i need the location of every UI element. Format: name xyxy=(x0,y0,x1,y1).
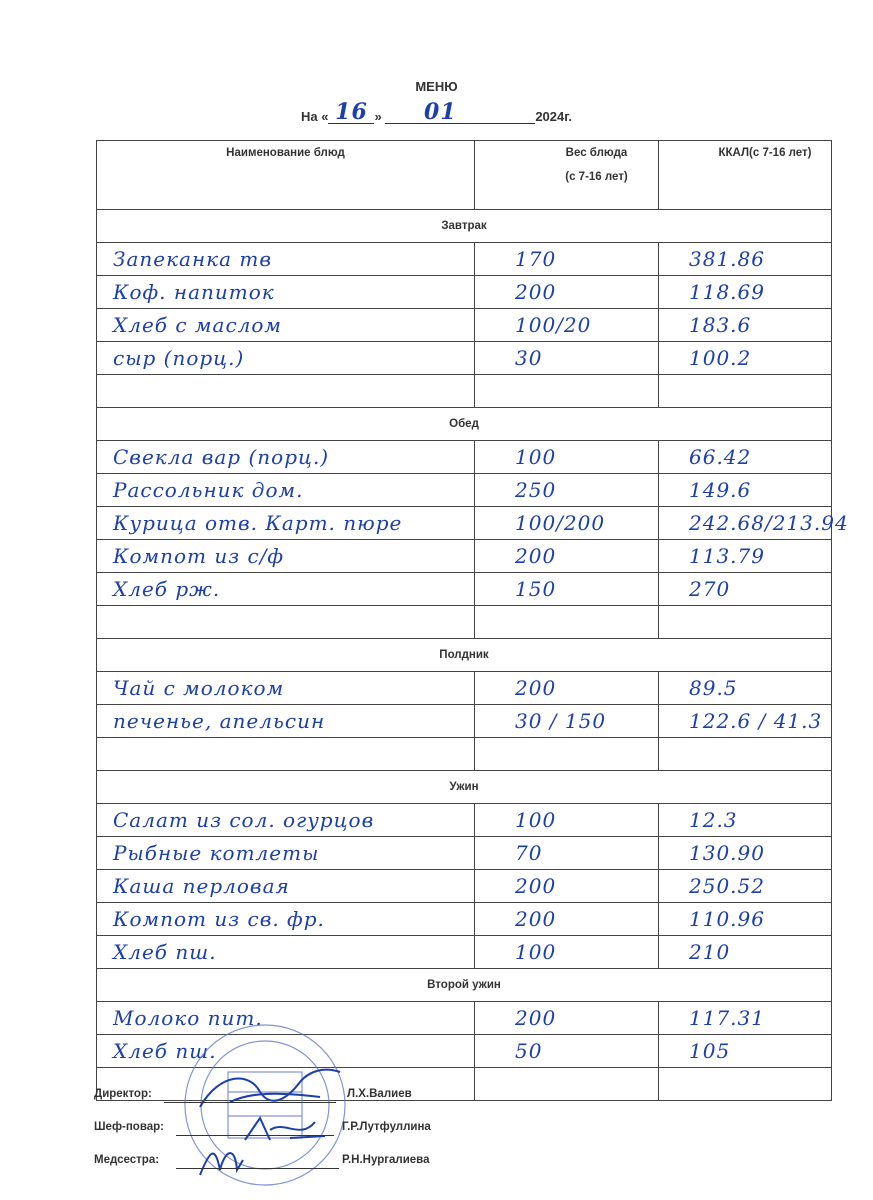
dish-weight: 200 xyxy=(515,280,557,304)
dish-kcal: 149.6 xyxy=(689,478,752,502)
dish-kcal: 250.52 xyxy=(689,874,765,898)
dish-kcal-cell xyxy=(659,1002,832,1035)
dish-kcal-cell xyxy=(659,903,832,936)
dish-weight-cell xyxy=(475,507,659,540)
dish-weight-cell xyxy=(475,276,659,309)
menu-item-row xyxy=(97,276,832,309)
menu-item-row xyxy=(97,342,832,375)
dish-kcal-cell xyxy=(659,1035,832,1068)
dish-kcal-cell xyxy=(659,804,832,837)
date-line xyxy=(0,99,873,125)
dish-name: Хлеб пш. xyxy=(113,1039,217,1063)
section-title: Полдник xyxy=(97,639,832,672)
chef-line xyxy=(176,1121,334,1136)
dish-name: Хлеб рж. xyxy=(113,577,221,601)
dish-name: Компот из с/ф xyxy=(113,544,285,568)
month-blank xyxy=(385,99,535,125)
dish-name: Запеканка тв xyxy=(113,247,272,271)
column-header-weight: Вес блюда (с 7-16 лет) xyxy=(475,141,659,210)
section-row xyxy=(97,969,832,1002)
director-name: Л.Х.Валиев xyxy=(347,1088,412,1100)
dish-name-cell xyxy=(97,375,475,408)
nurse-line xyxy=(176,1154,339,1169)
year-value: 2024 xyxy=(535,109,565,124)
dish-kcal-cell xyxy=(659,1068,832,1101)
dish-kcal: 270 xyxy=(689,577,731,601)
dish-name: Хлеб пш. xyxy=(113,940,217,964)
dish-kcal-cell xyxy=(659,936,832,969)
dish-weight-cell xyxy=(475,936,659,969)
section-title: Второй ужин xyxy=(97,969,832,1002)
dish-name-cell xyxy=(97,837,475,870)
dish-name-cell xyxy=(97,903,475,936)
menu-item-row xyxy=(97,672,832,705)
dish-weight-cell xyxy=(475,540,659,573)
dish-name: Коф. напиток xyxy=(113,280,275,304)
dish-kcal-cell xyxy=(659,342,832,375)
menu-item-row xyxy=(97,870,832,903)
menu-item-row xyxy=(97,540,832,573)
dish-weight-cell xyxy=(475,1002,659,1035)
dish-name-cell xyxy=(97,870,475,903)
dish-weight: 100/20 xyxy=(515,313,592,337)
dish-weight: 100/200 xyxy=(515,511,606,535)
dish-weight-cell xyxy=(475,243,659,276)
date-prefix: На « xyxy=(301,109,329,124)
dish-weight-cell xyxy=(475,837,659,870)
month-value: 01 xyxy=(424,99,457,125)
dish-name-cell xyxy=(97,804,475,837)
dish-name: Молоко пит. xyxy=(113,1006,263,1030)
dish-name-cell xyxy=(97,606,475,639)
dish-name-cell xyxy=(97,309,475,342)
nurse-label: Медсестра: xyxy=(94,1154,160,1166)
menu-item-row xyxy=(97,375,832,408)
dish-kcal-cell xyxy=(659,507,849,540)
dish-weight-cell xyxy=(475,474,659,507)
dish-kcal-cell xyxy=(659,474,832,507)
dish-weight: 70 xyxy=(515,841,543,865)
section-row xyxy=(97,210,832,243)
dish-name: Курица отв. Карт. пюре xyxy=(113,511,403,535)
dish-kcal-cell xyxy=(659,276,832,309)
dish-kcal-cell xyxy=(659,375,832,408)
menu-body xyxy=(97,210,849,1101)
dish-name-cell xyxy=(97,243,475,276)
dish-weight: 200 xyxy=(515,1006,557,1030)
dish-weight: 100 xyxy=(515,940,557,964)
menu-item-row xyxy=(97,309,832,342)
dish-kcal-cell xyxy=(659,705,832,738)
table-header-row xyxy=(97,141,832,210)
dish-name-cell xyxy=(97,441,475,474)
dish-kcal: 110.96 xyxy=(689,907,765,931)
dish-weight-cell xyxy=(475,573,659,606)
dish-weight: 200 xyxy=(515,676,557,700)
dish-weight: 30 xyxy=(515,346,543,370)
dish-kcal-cell xyxy=(659,441,832,474)
menu-item-row xyxy=(97,936,832,969)
section-row xyxy=(97,408,832,441)
dish-weight-cell xyxy=(475,606,659,639)
column-header-name: Наименование блюд xyxy=(97,141,475,210)
dish-name: Рыбные котлеты xyxy=(113,841,320,865)
menu-item-row xyxy=(97,573,832,606)
dish-name-cell xyxy=(97,540,475,573)
dish-weight-cell xyxy=(475,738,659,771)
menu-item-row xyxy=(97,507,832,540)
dish-kcal: 66.42 xyxy=(689,445,752,469)
dish-name-cell xyxy=(97,672,475,705)
dish-weight-cell xyxy=(475,870,659,903)
chef-name: Г.Р.Лутфуллина xyxy=(342,1121,431,1133)
dish-kcal: 130.90 xyxy=(689,841,765,865)
day-value: 16 xyxy=(335,99,368,125)
dish-name: Свекла вар (порц.) xyxy=(113,445,330,469)
dish-kcal: 118.69 xyxy=(689,280,765,304)
dish-kcal: 242.68/213.94 xyxy=(689,511,849,535)
dish-name: Салат из сол. огурцов xyxy=(113,808,375,832)
dish-name: печенье, апельсин xyxy=(113,709,326,733)
dish-kcal: 12.3 xyxy=(689,808,738,832)
dish-name-cell xyxy=(97,276,475,309)
dish-weight: 250 xyxy=(515,478,557,502)
menu-item-row xyxy=(97,837,832,870)
dish-name-cell xyxy=(97,573,475,606)
dish-name: Хлеб с маслом xyxy=(113,313,282,337)
dish-weight: 100 xyxy=(515,445,557,469)
dish-weight: 150 xyxy=(515,577,557,601)
menu-item-row xyxy=(97,738,832,771)
dish-weight-cell xyxy=(475,672,659,705)
dish-kcal: 183.6 xyxy=(689,313,752,337)
dish-weight-cell xyxy=(475,309,659,342)
nurse-name: Р.Н.Нургалиева xyxy=(342,1154,430,1166)
director-row xyxy=(94,1088,594,1100)
menu-item-row xyxy=(97,804,832,837)
dish-weight-cell xyxy=(475,342,659,375)
menu-item-row xyxy=(97,243,832,276)
menu-item-row xyxy=(97,441,832,474)
section-title: Обед xyxy=(97,408,832,441)
director-label: Директор: xyxy=(94,1088,152,1100)
dish-kcal-cell xyxy=(659,837,832,870)
menu-item-row xyxy=(97,903,832,936)
dish-weight: 200 xyxy=(515,907,557,931)
dish-kcal: 117.31 xyxy=(689,1006,765,1030)
dish-name: Чай с молоком xyxy=(113,676,285,700)
date-quote-close: » xyxy=(374,109,382,124)
dish-kcal: 113.79 xyxy=(689,544,765,568)
dish-name-cell xyxy=(97,936,475,969)
menu-item-row xyxy=(97,474,832,507)
section-title: Завтрак xyxy=(97,210,832,243)
menu-item-row xyxy=(97,705,832,738)
dish-kcal: 89.5 xyxy=(689,676,738,700)
dish-weight: 100 xyxy=(515,808,557,832)
chef-row xyxy=(94,1121,594,1133)
dish-kcal: 122.6 / 41.3 xyxy=(689,709,823,733)
dish-name: Каша перловая xyxy=(113,874,290,898)
dish-weight-cell xyxy=(475,1035,659,1068)
dish-weight-cell xyxy=(475,804,659,837)
dish-kcal: 210 xyxy=(689,940,731,964)
dish-weight: 170 xyxy=(515,247,557,271)
chef-label: Шеф-повар: xyxy=(94,1121,164,1133)
day-blank xyxy=(328,99,374,125)
dish-weight: 50 xyxy=(515,1039,543,1063)
dish-name-cell xyxy=(97,342,475,375)
dish-weight-cell xyxy=(475,705,659,738)
dish-weight: 200 xyxy=(515,544,557,568)
menu-table xyxy=(96,140,849,1101)
dish-name: сыр (порц.) xyxy=(113,346,245,370)
dish-name-cell xyxy=(97,474,475,507)
dish-name-cell xyxy=(97,507,475,540)
dish-weight-cell xyxy=(475,441,659,474)
section-title: Ужин xyxy=(97,771,832,804)
dish-name: Рассольник дом. xyxy=(113,478,304,502)
dish-kcal-cell xyxy=(659,309,832,342)
director-line xyxy=(164,1088,336,1103)
dish-weight: 200 xyxy=(515,874,557,898)
dish-kcal-cell xyxy=(659,738,832,771)
dish-kcal: 100.2 xyxy=(689,346,752,370)
dish-kcal-cell xyxy=(659,606,832,639)
dish-kcal: 381.86 xyxy=(689,247,765,271)
dish-name-cell xyxy=(97,705,475,738)
dish-kcal-cell xyxy=(659,573,832,606)
column-header-kcal: ККАЛ(с 7-16 лет) xyxy=(659,141,832,210)
dish-weight-cell xyxy=(475,375,659,408)
dish-kcal: 105 xyxy=(689,1039,731,1063)
page-title: МЕНЮ xyxy=(415,79,458,94)
dish-weight: 30 / 150 xyxy=(515,709,607,733)
section-row xyxy=(97,771,832,804)
menu-item-row xyxy=(97,606,832,639)
dish-kcal-cell xyxy=(659,672,832,705)
nurse-row xyxy=(94,1154,594,1166)
dish-name-cell xyxy=(97,738,475,771)
dish-kcal-cell xyxy=(659,243,832,276)
section-row xyxy=(97,639,832,672)
dish-kcal-cell xyxy=(659,870,832,903)
year-suffix: г. xyxy=(564,109,572,124)
dish-weight-cell xyxy=(475,903,659,936)
dish-name: Компот из св. фр. xyxy=(113,907,325,931)
dish-kcal-cell xyxy=(659,540,832,573)
